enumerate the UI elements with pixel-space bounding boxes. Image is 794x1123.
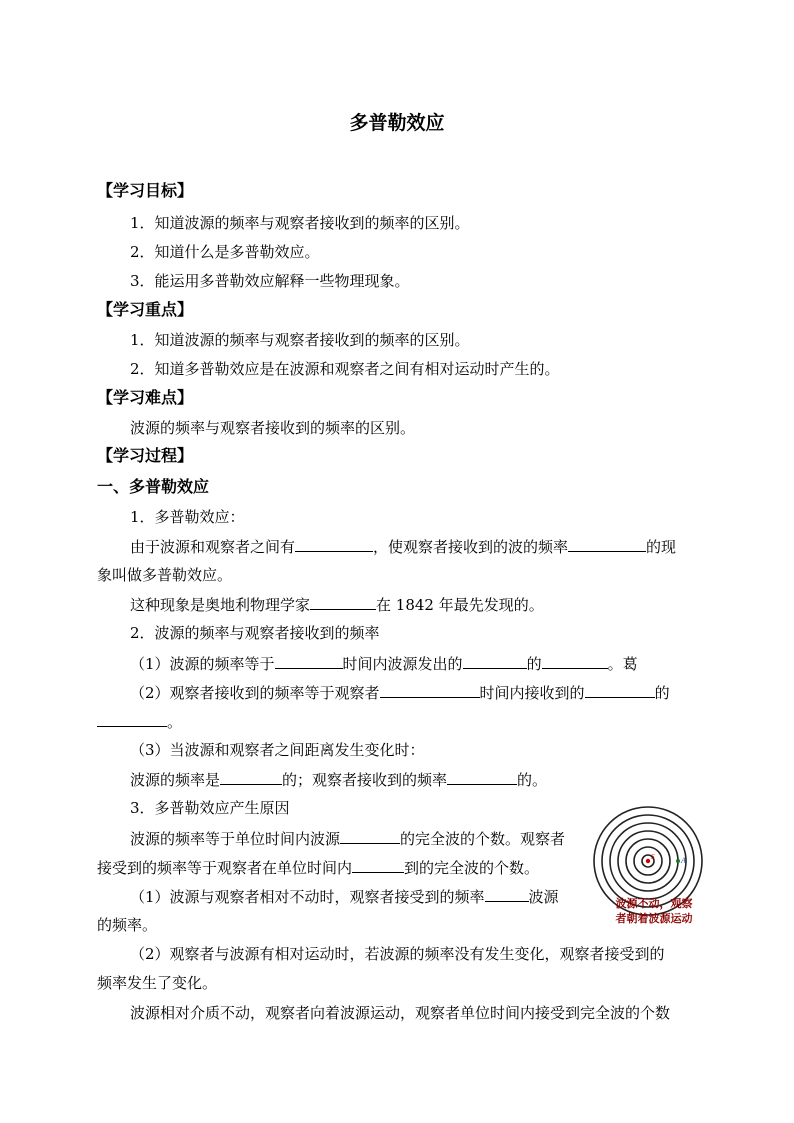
- text-line: [130, 827, 565, 850]
- page-title: 多普勒效应: [349, 112, 445, 134]
- text-fragment: 的: [654, 684, 670, 702]
- goal-item: 1．知道波源的频率与观察者接收到的频率的区别。: [130, 214, 470, 232]
- text-fragment: 在 1842 年最先发现的。: [376, 596, 544, 614]
- observer-dot: [676, 859, 680, 863]
- figure-caption: 者朝着波源运动: [615, 912, 693, 925]
- text-fragment: 的完全波的个数。观察者: [400, 830, 566, 848]
- text-fragment: 。: [167, 713, 183, 731]
- text-fragment: 时间内波源发出的: [342, 655, 463, 673]
- text-fragment: 接受到的频率等于观察者在单位时间内: [97, 859, 353, 877]
- text-line: 的频率。: [97, 916, 158, 934]
- fill-blank[interactable]: [310, 593, 376, 610]
- text-fragment: 由于波源和观察者之间有: [130, 538, 296, 556]
- fill-blank[interactable]: [275, 652, 343, 669]
- text-fragment: （2）观察者接收到的频率等于观察者: [130, 684, 380, 702]
- text-line: 3．多普勒效应产生原因: [130, 799, 290, 817]
- text-fragment: 的现: [646, 538, 677, 556]
- text-fragment: 到的完全波的个数。: [404, 859, 540, 877]
- text-fragment: ，使观察者接收到的波的频率: [373, 538, 569, 556]
- text-line: 象叫做多普勒效应。: [97, 566, 233, 584]
- text-line: [130, 652, 638, 675]
- text-fragment: 波源的频率等于单位时间内波源: [130, 830, 341, 848]
- text-fragment: （1）波源的频率等于: [130, 655, 275, 673]
- part-heading: 一、多普勒效应: [97, 477, 210, 496]
- fill-blank[interactable]: [97, 710, 167, 727]
- fill-blank[interactable]: [585, 681, 655, 698]
- text-fragment: （1）波源与观察者相对不动时，观察者接受到的频率: [130, 888, 485, 906]
- text-line: 频率发生了变化。: [97, 974, 218, 992]
- text-line: 波源相对介质不动，观察者向着波源运动，观察者单位时间内接受到完全波的个数: [130, 1004, 671, 1022]
- fill-blank[interactable]: [542, 652, 608, 669]
- source-label: S: [651, 853, 655, 861]
- text-fragment: 。葛: [607, 655, 638, 673]
- fill-blank[interactable]: [380, 681, 480, 698]
- wave-source-dot: [646, 859, 650, 863]
- text-line: [130, 885, 559, 908]
- fill-blank[interactable]: [568, 535, 646, 552]
- text-fragment: 的；观察者接收到的频率: [282, 771, 448, 789]
- section-heading-process: 【学习过程】: [97, 446, 194, 465]
- goal-item: 2．知道什么是多普勒效应。: [130, 243, 320, 261]
- fill-blank[interactable]: [352, 856, 404, 873]
- text-line: [130, 768, 547, 791]
- text-line: [130, 681, 670, 704]
- section-heading-focus: 【学习重点】: [97, 300, 194, 319]
- fill-blank[interactable]: [447, 768, 517, 785]
- text-line: 2．波源的频率与观察者接收到的频率: [130, 624, 380, 642]
- figure-caption: 波源不动，观察: [615, 897, 693, 910]
- difficulty-text: 波源的频率与观察者接收到的频率的区别。: [130, 419, 416, 437]
- text-line: [130, 535, 676, 558]
- text-fragment: 时间内接收到的: [479, 684, 585, 702]
- focus-item: 2．知道多普勒效应是在波源和观察者之间有相对运动时产生的。: [130, 360, 560, 378]
- text-line: [130, 593, 544, 616]
- text-fragment: 这种现象是奥地利物理学家: [130, 596, 311, 614]
- text-fragment: 波源: [528, 888, 559, 906]
- fill-blank[interactable]: [485, 885, 529, 902]
- text-fragment: 的。: [517, 771, 548, 789]
- text-line: [97, 710, 182, 733]
- fill-blank[interactable]: [340, 827, 400, 844]
- focus-item: 1．知道波源的频率与观察者接收到的频率的区别。: [130, 331, 470, 349]
- fill-blank[interactable]: [220, 768, 282, 785]
- section-heading-difficulty: 【学习难点】: [97, 388, 194, 407]
- section-heading-goals: 【学习目标】: [97, 181, 194, 200]
- goal-item: 3．能运用多普勒效应解释一些物理现象。: [130, 272, 410, 290]
- text-fragment: 波源的频率是: [130, 771, 221, 789]
- text-line: [97, 856, 539, 879]
- text-line: （2）观察者与波源有相对运动时，若波源的频率没有发生变化，观察者接受到的: [130, 945, 665, 963]
- fill-blank[interactable]: [295, 535, 373, 552]
- text-fragment: 的: [526, 655, 542, 673]
- fill-blank[interactable]: [463, 652, 527, 669]
- text-line: 1．多普勒效应：: [130, 508, 245, 526]
- text-line: （3）当波源和观察者之间距离发生变化时：: [130, 741, 425, 759]
- observer-label: A: [681, 856, 686, 865]
